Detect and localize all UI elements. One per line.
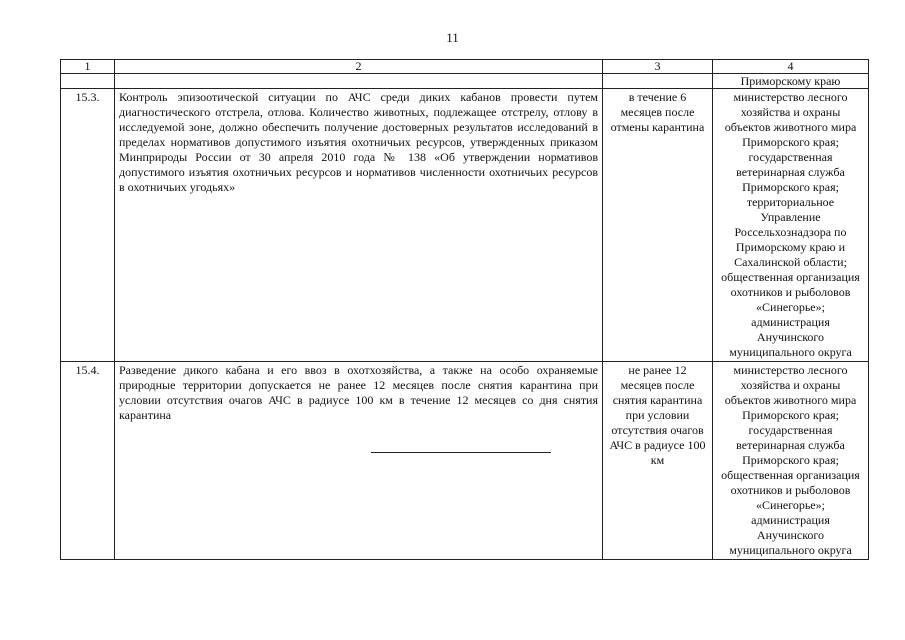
continuation-empty-1 xyxy=(61,74,115,89)
measure-executors: министерство лесного хозяйства и охраны объектов животного мира Приморского края; государственная ветеринарная служба Приморского края; территориальное Управление Россельхознадзора по Приморскому краю и Сахалинской области; общественная организация охотников и рыболовов «Синегорье»; администрация Анучинского муниципального округа xyxy=(713,89,869,362)
measures-table xyxy=(60,59,869,560)
measure-term: не ранее 12 месяцев после снятия карантина при условии отсутствия очагов АЧС в радиусе 100 км xyxy=(603,362,713,560)
table-row xyxy=(61,89,869,362)
table-row xyxy=(61,362,869,560)
continuation-row xyxy=(61,74,869,89)
continuation-executor: Приморскому краю xyxy=(713,74,869,89)
row-number: 15.3. xyxy=(61,89,115,362)
footer-divider xyxy=(371,452,551,453)
measure-text: Контроль эпизоотической ситуации по АЧС среди диких кабанов провести путем диагностического отстрела, отлова. Количество животных, подлежащее отстрелу, отлову в исследуемой зоне, должно обеспечить получение достоверных результатов исследований в пределах нормативов допустимого изъятия охотничьих ресурсов, утвержденных приказом Минприроды России от 30 апреля 2010 года № 138 «Об утверждении нормативов допустимого изъятия охотничьих ресурсов и нормативов численности охотничьих ресурсов в охотничьих угодьях» xyxy=(115,89,603,362)
column-number-row xyxy=(61,60,869,74)
measure-term: в течение 6 месяцев после отмены карантина xyxy=(603,89,713,362)
measure-executors: министерство лесного хозяйства и охраны объектов животного мира Приморского края; государственная ветеринарная служба Приморского края; общественная организация охотников и рыболовов «Синегорье»; администрация Анучинского муниципального округа xyxy=(713,362,869,560)
column-number-1: 1 xyxy=(61,60,115,74)
column-number-4: 4 xyxy=(713,60,869,74)
column-number-2: 2 xyxy=(115,60,603,74)
measure-text: Разведение дикого кабана и его ввоз в охотхозяйства, а также на особо охраняемые природные территории допускается не ранее 12 месяцев после снятия карантина при условии отсутствия очагов АЧС в радиусе 100 км в течение 12 месяцев со дня снятия карантина xyxy=(115,362,603,560)
continuation-empty-2 xyxy=(115,74,603,89)
continuation-empty-3 xyxy=(603,74,713,89)
page-number: 11 xyxy=(446,30,459,45)
row-number: 15.4. xyxy=(61,362,115,560)
column-number-3: 3 xyxy=(603,60,713,74)
